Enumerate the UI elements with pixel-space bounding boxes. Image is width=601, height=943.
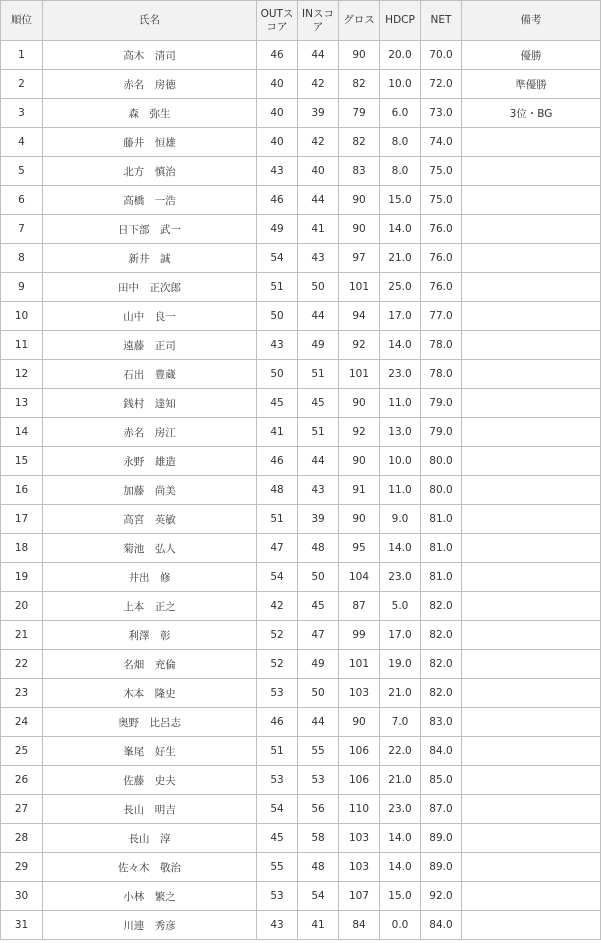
net-cell: 81.0 [421,505,462,534]
out-score-cell: 42 [257,592,298,621]
table-row [1,824,601,853]
in-score-cell: 49 [298,331,339,360]
in-score-cell: 51 [298,360,339,389]
gross-cell: 106 [339,737,380,766]
hdcp-cell: 0.0 [380,911,421,940]
out-score-cell: 41 [257,418,298,447]
hdcp-cell: 20.0 [380,41,421,70]
gross-cell: 82 [339,70,380,99]
net-cell: 82.0 [421,592,462,621]
table-row [1,534,601,563]
gross-cell: 110 [339,795,380,824]
hdcp-cell: 5.0 [380,592,421,621]
net-cell: 79.0 [421,418,462,447]
header-note: 備考 [462,1,601,41]
in-score-cell: 50 [298,679,339,708]
net-cell: 80.0 [421,447,462,476]
note-cell [462,824,601,853]
note-cell [462,186,601,215]
out-score-cell: 51 [257,505,298,534]
net-cell: 75.0 [421,157,462,186]
out-score-cell: 54 [257,795,298,824]
name-cell: 利澤 彰 [43,621,257,650]
rank-cell: 23 [1,679,43,708]
table-row [1,157,601,186]
in-score-cell: 48 [298,534,339,563]
note-cell [462,621,601,650]
name-cell: 佐々木 敬治 [43,853,257,882]
hdcp-cell: 11.0 [380,476,421,505]
out-score-cell: 53 [257,766,298,795]
note-cell [462,505,601,534]
table-row [1,418,601,447]
in-score-cell: 44 [298,708,339,737]
net-cell: 75.0 [421,186,462,215]
table-row [1,273,601,302]
name-cell: 小林 繁之 [43,882,257,911]
table-row [1,302,601,331]
hdcp-cell: 13.0 [380,418,421,447]
note-cell: 優勝 [462,41,601,70]
name-cell: 佐藤 史夫 [43,766,257,795]
hdcp-cell: 23.0 [380,563,421,592]
table-row [1,447,601,476]
name-cell: 峯尾 好生 [43,737,257,766]
net-cell: 76.0 [421,273,462,302]
header-gross: グロス [339,1,380,41]
name-cell: 新井 誠 [43,244,257,273]
gross-cell: 104 [339,563,380,592]
rank-cell: 3 [1,99,43,128]
net-cell: 81.0 [421,563,462,592]
table-row [1,128,601,157]
in-score-cell: 51 [298,418,339,447]
hdcp-cell: 9.0 [380,505,421,534]
rank-cell: 17 [1,505,43,534]
header-rank: 順位 [1,1,43,41]
hdcp-cell: 15.0 [380,882,421,911]
header-in-score: INスコア [298,1,339,41]
table-row [1,621,601,650]
note-cell [462,882,601,911]
rank-cell: 29 [1,853,43,882]
name-cell: 赤名 房江 [43,418,257,447]
name-cell: 長山 明吉 [43,795,257,824]
name-cell: 山中 良一 [43,302,257,331]
rank-cell: 28 [1,824,43,853]
rank-cell: 1 [1,41,43,70]
hdcp-cell: 21.0 [380,244,421,273]
name-cell: 赤名 房徳 [43,70,257,99]
rank-cell: 5 [1,157,43,186]
out-score-cell: 46 [257,447,298,476]
table-row [1,389,601,418]
net-cell: 84.0 [421,911,462,940]
gross-cell: 91 [339,476,380,505]
note-cell [462,766,601,795]
hdcp-cell: 10.0 [380,70,421,99]
name-cell: 藤井 恒雄 [43,128,257,157]
table-row [1,41,601,70]
hdcp-cell: 10.0 [380,447,421,476]
rank-cell: 30 [1,882,43,911]
note-cell [462,389,601,418]
header-out-score: OUTスコア [257,1,298,41]
hdcp-cell: 23.0 [380,360,421,389]
gross-cell: 103 [339,824,380,853]
note-cell [462,592,601,621]
hdcp-cell: 14.0 [380,853,421,882]
gross-cell: 87 [339,592,380,621]
in-score-cell: 54 [298,882,339,911]
out-score-cell: 55 [257,853,298,882]
table-row [1,70,601,99]
rank-cell: 18 [1,534,43,563]
gross-cell: 90 [339,708,380,737]
name-cell: 高橋 一浩 [43,186,257,215]
gross-cell: 79 [339,99,380,128]
name-cell: 木本 隆史 [43,679,257,708]
name-cell: 遠藤 正司 [43,331,257,360]
rank-cell: 25 [1,737,43,766]
in-score-cell: 39 [298,99,339,128]
net-cell: 73.0 [421,99,462,128]
header-row [1,1,601,41]
table-row [1,708,601,737]
out-score-cell: 43 [257,157,298,186]
net-cell: 81.0 [421,534,462,563]
note-cell [462,331,601,360]
header-net: NET [421,1,462,41]
table-row [1,331,601,360]
rank-cell: 12 [1,360,43,389]
hdcp-cell: 25.0 [380,273,421,302]
hdcp-cell: 15.0 [380,186,421,215]
in-score-cell: 55 [298,737,339,766]
net-cell: 87.0 [421,795,462,824]
note-cell [462,853,601,882]
gross-cell: 90 [339,215,380,244]
gross-cell: 101 [339,273,380,302]
in-score-cell: 44 [298,447,339,476]
hdcp-cell: 14.0 [380,331,421,360]
net-cell: 82.0 [421,650,462,679]
rank-cell: 9 [1,273,43,302]
name-cell: 菊池 弘人 [43,534,257,563]
out-score-cell: 46 [257,41,298,70]
gross-cell: 101 [339,650,380,679]
net-cell: 85.0 [421,766,462,795]
net-cell: 92.0 [421,882,462,911]
out-score-cell: 52 [257,621,298,650]
note-cell [462,447,601,476]
hdcp-cell: 19.0 [380,650,421,679]
note-cell [462,215,601,244]
in-score-cell: 42 [298,128,339,157]
net-cell: 83.0 [421,708,462,737]
in-score-cell: 41 [298,215,339,244]
in-score-cell: 42 [298,70,339,99]
table-row [1,766,601,795]
out-score-cell: 54 [257,563,298,592]
net-cell: 78.0 [421,360,462,389]
gross-cell: 106 [339,766,380,795]
gross-cell: 107 [339,882,380,911]
hdcp-cell: 21.0 [380,766,421,795]
hdcp-cell: 6.0 [380,99,421,128]
name-cell: 田中 正次郎 [43,273,257,302]
gross-cell: 92 [339,331,380,360]
table-row [1,99,601,128]
in-score-cell: 43 [298,476,339,505]
note-cell [462,476,601,505]
rank-cell: 10 [1,302,43,331]
in-score-cell: 44 [298,302,339,331]
gross-cell: 90 [339,447,380,476]
out-score-cell: 46 [257,186,298,215]
rank-cell: 8 [1,244,43,273]
table-row [1,505,601,534]
in-score-cell: 49 [298,650,339,679]
name-cell: 川連 秀彦 [43,911,257,940]
rank-cell: 16 [1,476,43,505]
note-cell [462,360,601,389]
name-cell: 高宮 英敏 [43,505,257,534]
in-score-cell: 43 [298,244,339,273]
table-header [1,1,601,41]
net-cell: 80.0 [421,476,462,505]
table-row [1,244,601,273]
rank-cell: 15 [1,447,43,476]
note-cell [462,708,601,737]
out-score-cell: 53 [257,679,298,708]
hdcp-cell: 14.0 [380,215,421,244]
rank-cell: 13 [1,389,43,418]
gross-cell: 95 [339,534,380,563]
out-score-cell: 52 [257,650,298,679]
gross-cell: 99 [339,621,380,650]
table-row [1,563,601,592]
gross-cell: 90 [339,41,380,70]
gross-cell: 90 [339,186,380,215]
rank-cell: 19 [1,563,43,592]
out-score-cell: 43 [257,911,298,940]
name-cell: 井出 修 [43,563,257,592]
hdcp-cell: 11.0 [380,389,421,418]
table-row [1,882,601,911]
net-cell: 77.0 [421,302,462,331]
net-cell: 74.0 [421,128,462,157]
net-cell: 82.0 [421,621,462,650]
note-cell [462,650,601,679]
name-cell: 奥野 比呂志 [43,708,257,737]
rank-cell: 7 [1,215,43,244]
note-cell [462,273,601,302]
gross-cell: 90 [339,505,380,534]
rank-cell: 2 [1,70,43,99]
note-cell [462,244,601,273]
table-row [1,795,601,824]
note-cell [462,157,601,186]
gross-cell: 101 [339,360,380,389]
gross-cell: 94 [339,302,380,331]
name-cell: 石出 豊蔵 [43,360,257,389]
name-cell: 高木 清司 [43,41,257,70]
rank-cell: 24 [1,708,43,737]
hdcp-cell: 8.0 [380,128,421,157]
rank-cell: 21 [1,621,43,650]
name-cell: 銭村 達知 [43,389,257,418]
net-cell: 76.0 [421,215,462,244]
table-row [1,186,601,215]
hdcp-cell: 23.0 [380,795,421,824]
hdcp-cell: 22.0 [380,737,421,766]
in-score-cell: 56 [298,795,339,824]
net-cell: 70.0 [421,41,462,70]
gross-cell: 103 [339,853,380,882]
in-score-cell: 50 [298,563,339,592]
note-cell [462,679,601,708]
note-cell [462,911,601,940]
in-score-cell: 45 [298,389,339,418]
name-cell: 加藤 尚美 [43,476,257,505]
out-score-cell: 40 [257,99,298,128]
net-cell: 89.0 [421,853,462,882]
rank-cell: 4 [1,128,43,157]
net-cell: 72.0 [421,70,462,99]
table-row [1,476,601,505]
in-score-cell: 45 [298,592,339,621]
table-row [1,911,601,940]
note-cell: 3位・BG [462,99,601,128]
note-cell: 準優勝 [462,70,601,99]
gross-cell: 103 [339,679,380,708]
out-score-cell: 40 [257,128,298,157]
table-row [1,592,601,621]
net-cell: 89.0 [421,824,462,853]
table-row [1,360,601,389]
rank-cell: 26 [1,766,43,795]
out-score-cell: 48 [257,476,298,505]
header-name: 氏名 [43,1,257,41]
out-score-cell: 51 [257,737,298,766]
in-score-cell: 50 [298,273,339,302]
table-row [1,650,601,679]
in-score-cell: 47 [298,621,339,650]
out-score-cell: 50 [257,360,298,389]
hdcp-cell: 14.0 [380,824,421,853]
note-cell [462,418,601,447]
table-body [1,41,601,940]
out-score-cell: 49 [257,215,298,244]
name-cell: 森 弥生 [43,99,257,128]
table-row [1,215,601,244]
hdcp-cell: 17.0 [380,621,421,650]
hdcp-cell: 7.0 [380,708,421,737]
gross-cell: 92 [339,418,380,447]
in-score-cell: 44 [298,41,339,70]
net-cell: 84.0 [421,737,462,766]
hdcp-cell: 17.0 [380,302,421,331]
rank-cell: 20 [1,592,43,621]
note-cell [462,795,601,824]
out-score-cell: 53 [257,882,298,911]
note-cell [462,128,601,157]
header-hdcp: HDCP [380,1,421,41]
out-score-cell: 50 [257,302,298,331]
gross-cell: 97 [339,244,380,273]
out-score-cell: 45 [257,389,298,418]
name-cell: 長山 淳 [43,824,257,853]
in-score-cell: 44 [298,186,339,215]
net-cell: 79.0 [421,389,462,418]
in-score-cell: 53 [298,766,339,795]
in-score-cell: 48 [298,853,339,882]
hdcp-cell: 14.0 [380,534,421,563]
name-cell: 名畑 充倫 [43,650,257,679]
out-score-cell: 43 [257,331,298,360]
in-score-cell: 40 [298,157,339,186]
gross-cell: 84 [339,911,380,940]
name-cell: 日下部 武一 [43,215,257,244]
in-score-cell: 58 [298,824,339,853]
in-score-cell: 39 [298,505,339,534]
in-score-cell: 41 [298,911,339,940]
table-row [1,853,601,882]
rank-cell: 22 [1,650,43,679]
rank-cell: 27 [1,795,43,824]
hdcp-cell: 8.0 [380,157,421,186]
note-cell [462,563,601,592]
out-score-cell: 45 [257,824,298,853]
rank-cell: 14 [1,418,43,447]
gross-cell: 90 [339,389,380,418]
table-row [1,679,601,708]
out-score-cell: 46 [257,708,298,737]
out-score-cell: 54 [257,244,298,273]
out-score-cell: 47 [257,534,298,563]
hdcp-cell: 21.0 [380,679,421,708]
name-cell: 北方 慎治 [43,157,257,186]
name-cell: 上本 正之 [43,592,257,621]
rank-cell: 31 [1,911,43,940]
out-score-cell: 51 [257,273,298,302]
net-cell: 76.0 [421,244,462,273]
rank-cell: 6 [1,186,43,215]
rank-cell: 11 [1,331,43,360]
net-cell: 82.0 [421,679,462,708]
gross-cell: 82 [339,128,380,157]
table-row [1,737,601,766]
note-cell [462,534,601,563]
note-cell [462,737,601,766]
gross-cell: 83 [339,157,380,186]
out-score-cell: 40 [257,70,298,99]
net-cell: 78.0 [421,331,462,360]
name-cell: 永野 雄造 [43,447,257,476]
note-cell [462,302,601,331]
